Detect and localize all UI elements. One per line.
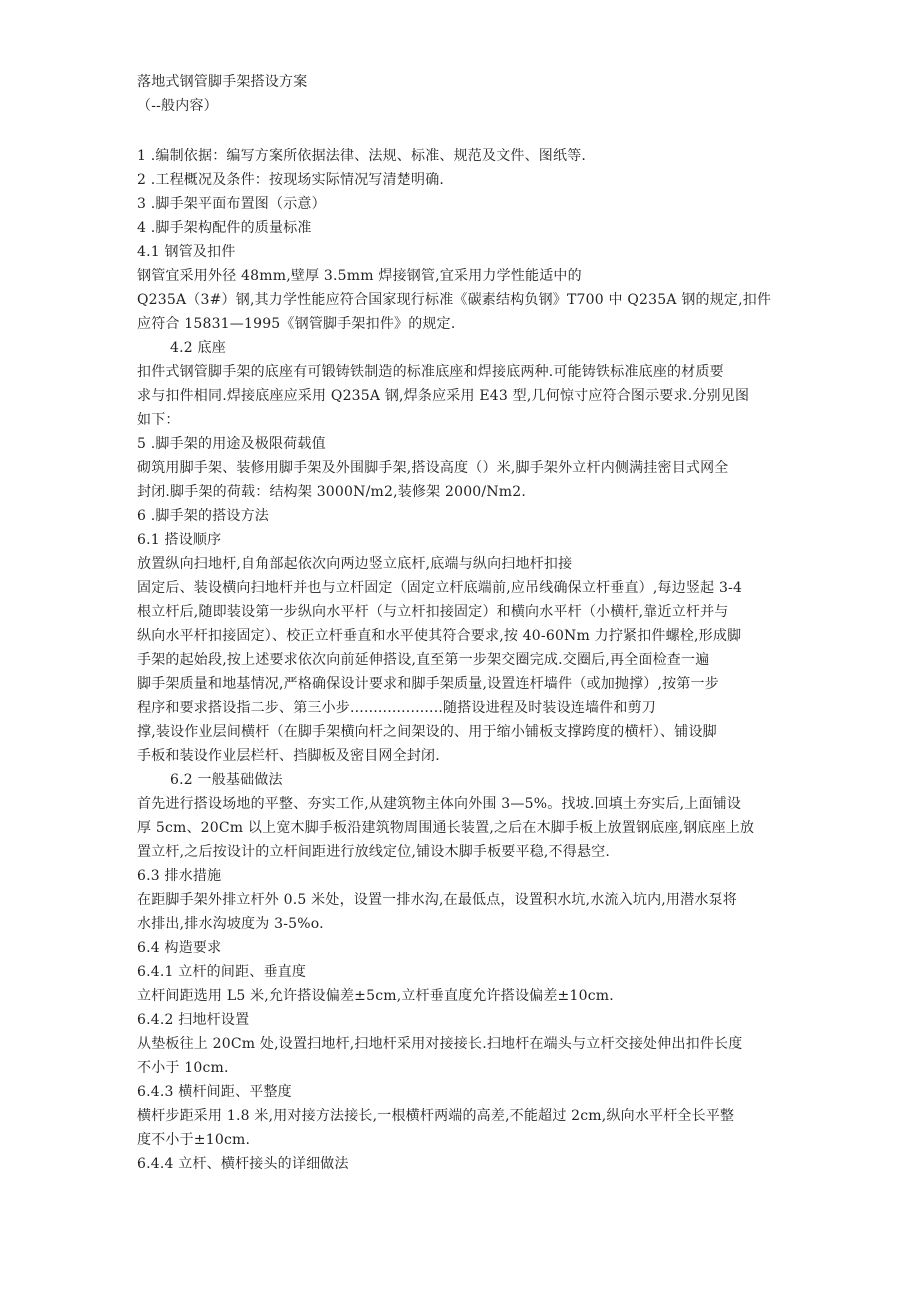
paragraph-line: 立杆间距选用 L5 米,允许搭设偏差±5cm,立杆垂直度允许搭设偏差±10cm. bbox=[137, 988, 614, 1004]
section-3-heading: 3 .脚手架平面布置图（示意） bbox=[137, 196, 326, 212]
paragraph-line: 根立杆后,随即装设第一步纵向水平杆（与立杆扣接固定）和横向水平杆（小横杆,靠近立杆并与 bbox=[137, 604, 729, 620]
paragraph-line: 脚手架质量和地基情况,严格确保设计要求和脚手架质量,设置连杆墙件（或加抛撑）,按第一步 bbox=[137, 676, 719, 692]
section-6-4-2-heading: 6.4.2 扫地杆设置 bbox=[137, 1012, 250, 1028]
paragraph-line: 不小于 10cm. bbox=[137, 1060, 229, 1076]
paragraph-line: 程序和要求搭设指二步、第三小步....................随搭设进程及时装设连墙件和剪刀 bbox=[137, 700, 657, 716]
section-6-2-heading: 6.2 一般基础做法 bbox=[170, 772, 283, 788]
section-4-2-heading: 4.2 底座 bbox=[170, 340, 226, 356]
paragraph-line: 扣件式钢管脚手架的底座有可锻铸铁制造的标准底座和焊接底两种.可能铸铁标准底座的材质要 bbox=[137, 364, 724, 380]
paragraph-line: 手架的起始段,按上述要求依次向前延伸搭设,直至第一步架交圈完成.交圈后,再全面检查一遍 bbox=[137, 652, 710, 668]
paragraph-line: Q235A（3#）钢,其力学性能应符合国家现行标准《碳素结构负钢》T700 中 Q235A 钢的规定,扣件 bbox=[137, 292, 772, 308]
paragraph-line: 砌筑用脚手架、装修用脚手架及外围脚手架,搭设高度（）米,脚手架外立杆内侧满挂密目式网全 bbox=[137, 460, 729, 476]
paragraph-line: 首先进行搭设场地的平整、夯实工作,从建筑物主体向外围 3—5%。找坡.回填土夯实后,上面铺设 bbox=[137, 796, 742, 812]
section-6-heading: 6 .脚手架的搭设方法 bbox=[137, 508, 270, 524]
paragraph-line: 横杆步距采用 1.8 米,用对接方法接长,一根横杆两端的高差,不能超过 2cm,纵向水平杆全长平整 bbox=[137, 1108, 735, 1124]
paragraph-line: 撑,装设作业层间横杆（在脚手架横向杆之间架设的、用于缩小铺板支撑跨度的横杆）、铺设脚 bbox=[137, 724, 717, 740]
paragraph-line: 求与扣件相同.焊接底座应采用 Q235A 钢,焊条应采用 E43 型,几何惊寸应符合图示要求.分别见图 bbox=[137, 388, 750, 404]
paragraph-line: 手板和装设作业层栏杆、挡脚板及密目网全封闭. bbox=[137, 748, 440, 764]
paragraph-line: 纵向水平杆扣接固定）、校正立杆垂直和水平使其符合要求,按 40-60Nm 力拧紧扣件螺栓,形成脚 bbox=[137, 628, 742, 644]
paragraph-line: 封闭.脚手架的荷载：结构架 3000N/m2,装修架 2000/Nm2. bbox=[137, 484, 527, 500]
section-1-heading: 1 .编制依据：编写方案所依据法律、法规、标准、规范及文件、图纸等. bbox=[137, 148, 587, 164]
paragraph-line: 如下： bbox=[137, 412, 180, 428]
paragraph-line: 置立杆,之后按设计的立杆间距进行放线定位,铺设木脚手板要平稳,不得悬空. bbox=[137, 844, 610, 860]
document-title: 落地式钢管脚手架搭设方案 bbox=[137, 74, 308, 90]
section-2-heading: 2 .工程概况及条件：按现场实际情况写清楚明确. bbox=[137, 172, 445, 188]
document-subtitle: （--般内容） bbox=[137, 98, 218, 114]
section-4-heading: 4 .脚手架构配件的质量标准 bbox=[137, 220, 312, 236]
section-6-4-heading: 6.4 构造要求 bbox=[137, 940, 222, 956]
paragraph-line: 应符合 15831—1995《钢管脚手架扣件》的规定. bbox=[137, 316, 456, 332]
paragraph-line: 厚 5cm、20Cm 以上宽木脚手板沿建筑物周围通长装置,之后在木脚手板上放置钢底座,钢底座上放 bbox=[137, 820, 755, 836]
section-4-1-heading: 4.1 钢管及扣件 bbox=[137, 244, 236, 260]
paragraph-line: 在距脚手架外排立杆外 0.5 米处，设置一排水沟,在最低点，设置积水坑,水流入坑内,用潜水泵将 bbox=[137, 892, 737, 908]
section-5-heading: 5 .脚手架的用途及极限荷载值 bbox=[137, 436, 326, 452]
section-6-3-heading: 6.3 排水措施 bbox=[137, 868, 222, 884]
section-6-4-3-heading: 6.4.3 横杆间距、平整度 bbox=[137, 1084, 292, 1100]
section-6-1-heading: 6.1 搭设顺序 bbox=[137, 532, 222, 548]
section-6-4-1-heading: 6.4.1 立杆的间距、垂直度 bbox=[137, 964, 307, 980]
paragraph-line: 水排出,排水沟坡度为 3-5%o. bbox=[137, 916, 324, 932]
paragraph-line: 放置纵向扫地杆,自角部起依次向两边竖立底杆,底端与纵向扫地杆扣接 bbox=[137, 556, 573, 572]
paragraph-line: 固定后、装设横向扫地杆并也与立杆固定（固定立杆底端前,应吊线确保立杆垂直）,每边竖起 3-4 bbox=[137, 580, 743, 596]
paragraph-line: 度不小于±10cm. bbox=[137, 1132, 251, 1148]
paragraph-line: 钢管宜采用外径 48mm,壁厚 3.5mm 焊接钢管,宜采用力学性能适中的 bbox=[137, 268, 582, 284]
section-6-4-4-heading: 6.4.4 立杆、横杆接头的详细做法 bbox=[137, 1156, 349, 1172]
paragraph-line: 从垫板往上 20Cm 处,设置扫地杆,扫地杆采用对接接长.扫地杆在端头与立杆交接处伸出扣件长度 bbox=[137, 1036, 743, 1052]
